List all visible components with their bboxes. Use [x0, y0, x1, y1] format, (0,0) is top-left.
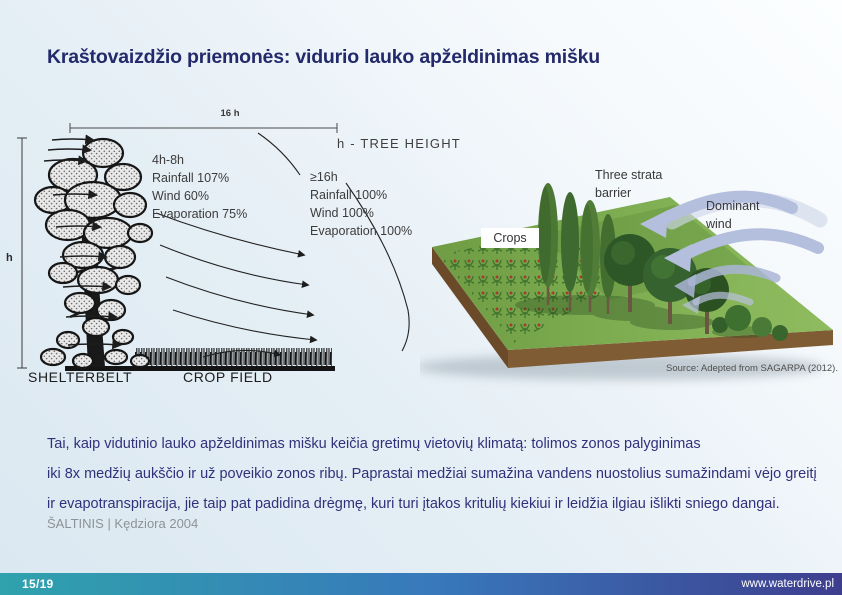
near-zone-evaporation: Evaporation 75%: [152, 207, 248, 221]
height-dimension-line: [17, 138, 27, 368]
page-number: 15/19: [22, 577, 54, 591]
shelterbelt-label: SHELTERBELT: [28, 369, 133, 385]
distance-dimension-line: [70, 123, 337, 133]
body-line-1: Tai, kaip vidutinio lauko apželdinimas mišku keičia gretimų vietovių klimatą: tolimos zonos palyginimas: [47, 436, 701, 452]
website-link[interactable]: www.waterdrive.pl: [741, 578, 834, 590]
near-zone-rainfall: Rainfall 107%: [152, 171, 230, 185]
illustration-source: Source: Adepted from SAGARPA (2012).: [666, 363, 838, 374]
far-zone-wind: Wind 100%: [310, 206, 374, 220]
far-zone-stats: [310, 168, 412, 240]
height-axis-label: h: [6, 252, 13, 264]
body-paragraph: [47, 429, 817, 519]
near-zone-wind: Wind 60%: [152, 189, 209, 203]
source-citation: ŠALTINIS | Kędziora 2004: [47, 516, 199, 531]
tree-height-legend: h - TREE HEIGHT: [337, 136, 461, 151]
page-title: Kraštovaizdžio priemonės: vidurio lauko apželdinimas mišku: [47, 46, 600, 68]
crops-label: Crops: [481, 228, 539, 248]
near-zone-range: 4h-8h: [152, 153, 184, 167]
crop-field-label: CROP FIELD: [183, 369, 273, 385]
footer-bar: [0, 573, 842, 595]
distance-label: 16 h: [220, 108, 240, 119]
far-zone-rainfall: Rainfall 100%: [310, 188, 388, 202]
near-zone-stats: [152, 151, 247, 223]
body-line-3: ir evapotranspiracija, jie taip pat padidina drėgmę, kuri turi įtakos kritulių kiekiui ir leidžia ilgiau išlikti sniego dangai.: [47, 496, 780, 512]
dominant-wind-label: Dominant wind: [706, 199, 760, 231]
far-zone-evaporation: Evaporation 100%: [310, 224, 413, 238]
three-strata-barrier-label: Three strata barrier: [595, 168, 663, 200]
far-zone-range: ≥16h: [310, 170, 338, 184]
shelterbelt-tree: [35, 139, 152, 368]
body-line-2: iki 8x medžių aukščio ir už poveikio zonos ribų. Paprastai medžiai sumažina vandens nuostolius sumažindami vėjo greitį: [47, 466, 817, 482]
